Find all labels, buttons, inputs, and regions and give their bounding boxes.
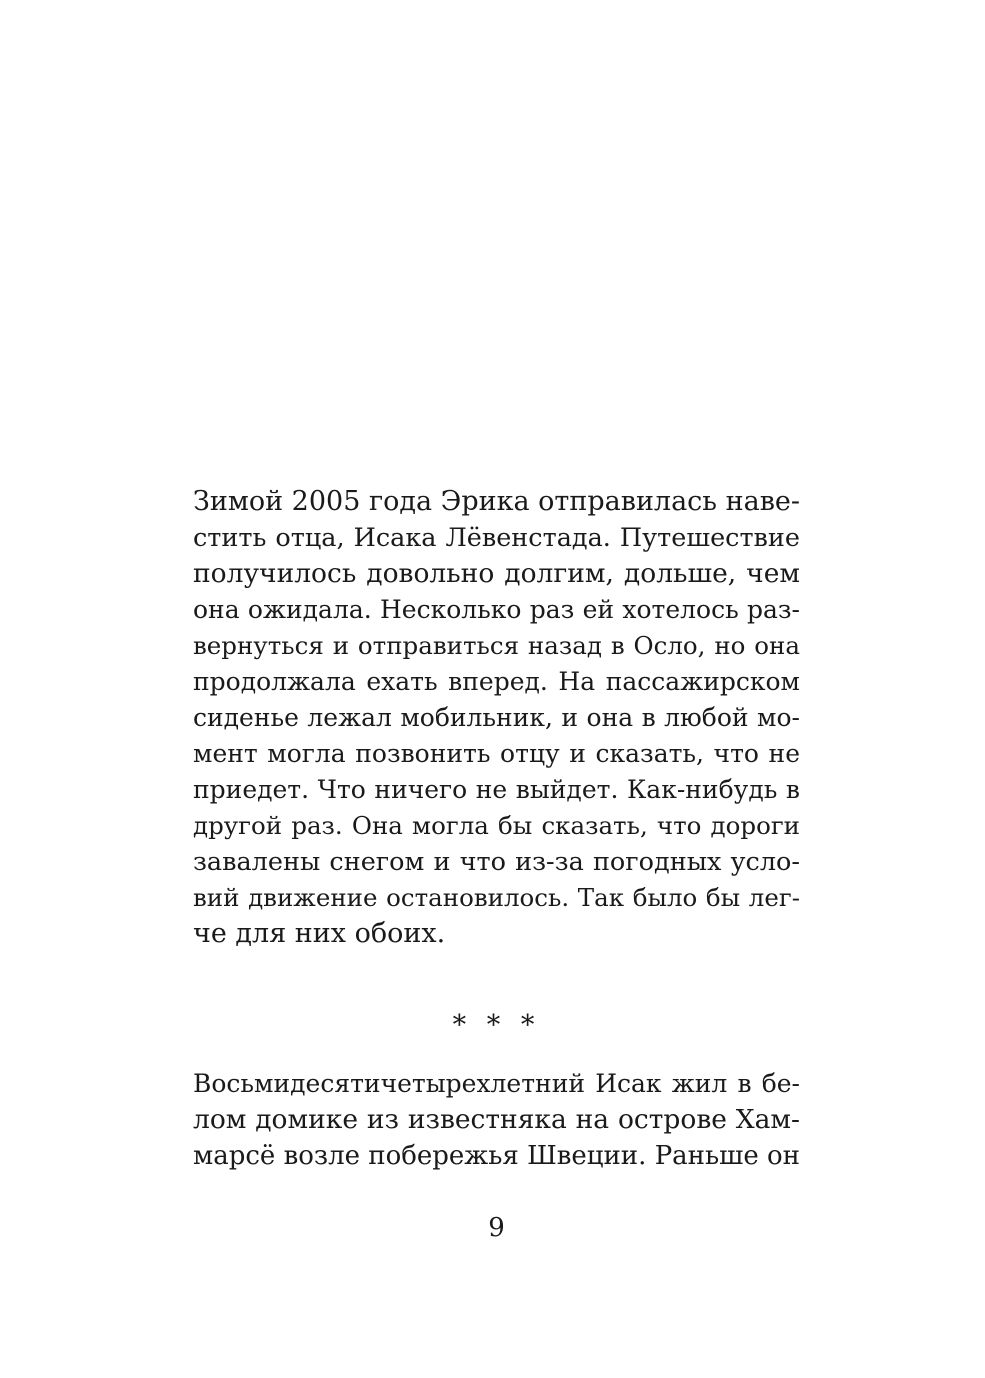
section-separator: * * * bbox=[452, 1010, 541, 1041]
text-line: другой раз. Она могла бы сказать, что дороги bbox=[193, 811, 800, 840]
text-line: завалены снегом и что из-за погодных усло- bbox=[193, 847, 800, 877]
text-line: она ожидала. Несколько раз ей хотелось раз- bbox=[193, 595, 800, 624]
page-number: 9 bbox=[488, 1213, 505, 1243]
text-line: мент могла позвонить отцу и сказать, что не bbox=[193, 739, 800, 768]
text-line: марсё возле побережья Швеции. Раньше он bbox=[193, 1141, 800, 1171]
text-line: сиденье лежал мобильник, и она в любой мо- bbox=[193, 703, 800, 732]
text-line: стить отца, Исака Лёвенстада. Путешествие bbox=[193, 523, 800, 553]
text-line: Восьмидесятичетырехлетний Исак жил в бе- bbox=[193, 1069, 800, 1098]
text-line: приедет. Что ничего не выйдет. Как-нибудь в bbox=[193, 775, 800, 804]
text-line: вернуться и отправиться назад в Осло, но она bbox=[193, 631, 800, 660]
text-line-last: че для них обоих. bbox=[193, 918, 446, 949]
text-line: вий движение остановилось. Так было бы лег- bbox=[193, 883, 800, 912]
text-line: продолжала ехать вперед. На пассажирском bbox=[193, 667, 800, 696]
text-line: лом домике из известняка на острове Хам- bbox=[193, 1104, 800, 1135]
text-line: Зимой 2005 года Эрика отправилась наве- bbox=[193, 486, 800, 517]
text-line: получилось довольно долгим, дольше, чем bbox=[193, 558, 800, 589]
